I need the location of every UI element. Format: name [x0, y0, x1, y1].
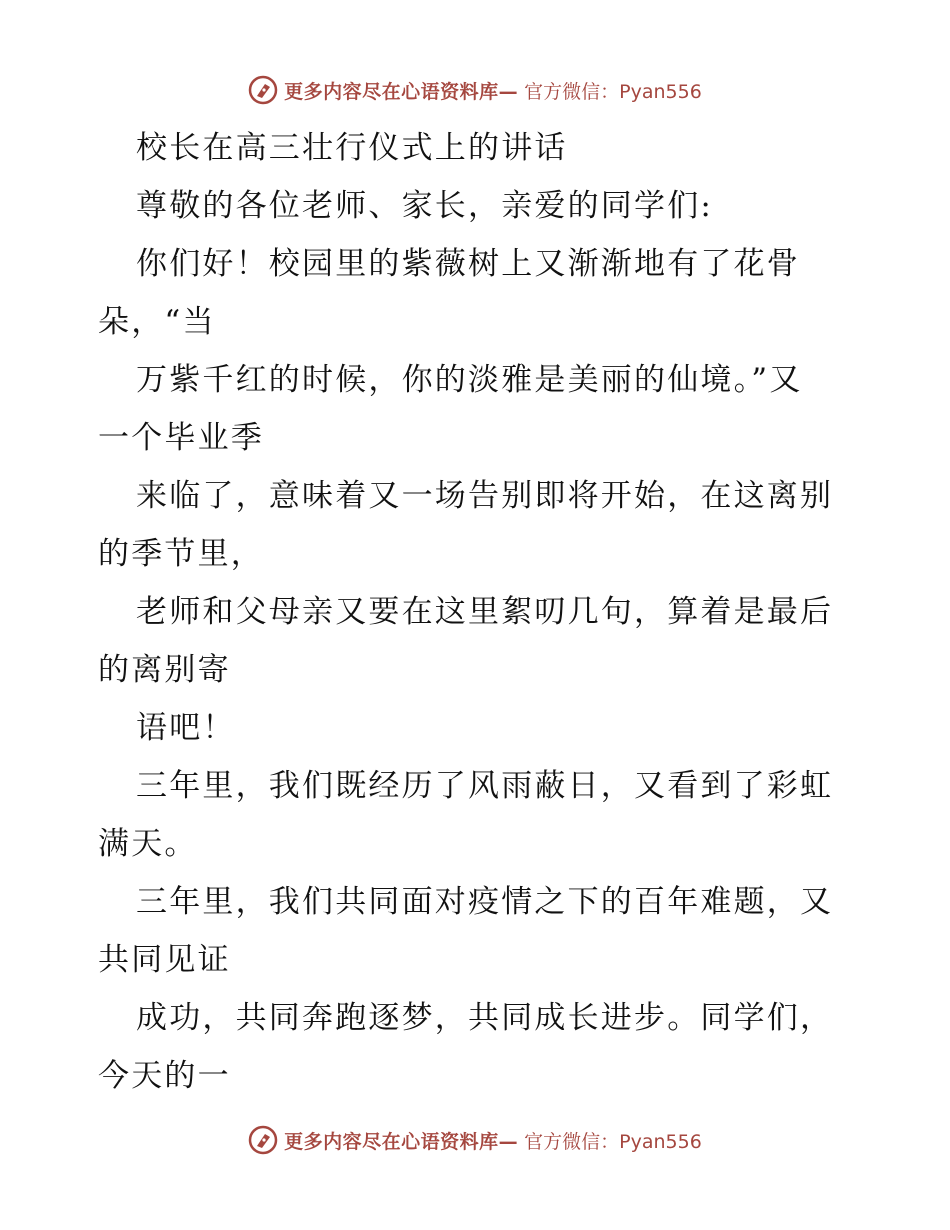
salutation-line: 尊敬的各位老师、家长，亲爱的同学们:	[136, 188, 714, 224]
paragraph-line: 三年里，我们既经历了风雨蔽日，又看到了彩虹	[136, 768, 834, 804]
paragraph-line: 的季节里，	[98, 536, 264, 572]
paragraph-line: 万紫千红的时候，你的淡雅是美丽的仙境。”又	[136, 362, 803, 398]
watermark-brand-text: 更多内容尽在心语资料库—	[284, 1130, 519, 1153]
footer-watermark	[0, 1120, 950, 1160]
paragraph-line: 共同见证	[98, 942, 231, 978]
paragraph-line: 来临了，意味着又一场告别即将开始，在这离别	[136, 478, 834, 514]
paragraph-line: 的离别寄	[98, 652, 231, 688]
pen-nib-logo-icon	[248, 75, 278, 105]
header-watermark	[0, 70, 950, 110]
paragraph-line: 你们好！校园里的紫薇树上又渐渐地有了花骨	[136, 246, 800, 282]
paragraph-line: 老师和父母亲又要在这里絮叨几句，算着是最后	[136, 594, 834, 630]
paragraph-line: 三年里，我们共同面对疫情之下的百年难题，又	[136, 884, 834, 920]
paragraph-line: 语吧！	[136, 710, 236, 746]
paragraph-line: 成功，共同奔跑逐梦，共同成长进步。同学们，	[136, 1000, 834, 1036]
watermark-wechat-text: 官方微信：Pyan556	[524, 80, 702, 103]
pen-nib-logo-icon	[248, 1125, 278, 1155]
paragraph-line: 今天的一	[98, 1058, 231, 1094]
watermark-wechat-text: 官方微信：Pyan556	[524, 1130, 702, 1153]
paragraph-line: 一个毕业季	[98, 420, 264, 456]
watermark-brand-text: 更多内容尽在心语资料库—	[284, 80, 519, 103]
paragraph-line: 满天。	[98, 826, 198, 862]
paragraph-line: 朵，“当	[98, 304, 216, 340]
document-title: 校长在高三壮行仪式上的讲话	[136, 130, 568, 166]
